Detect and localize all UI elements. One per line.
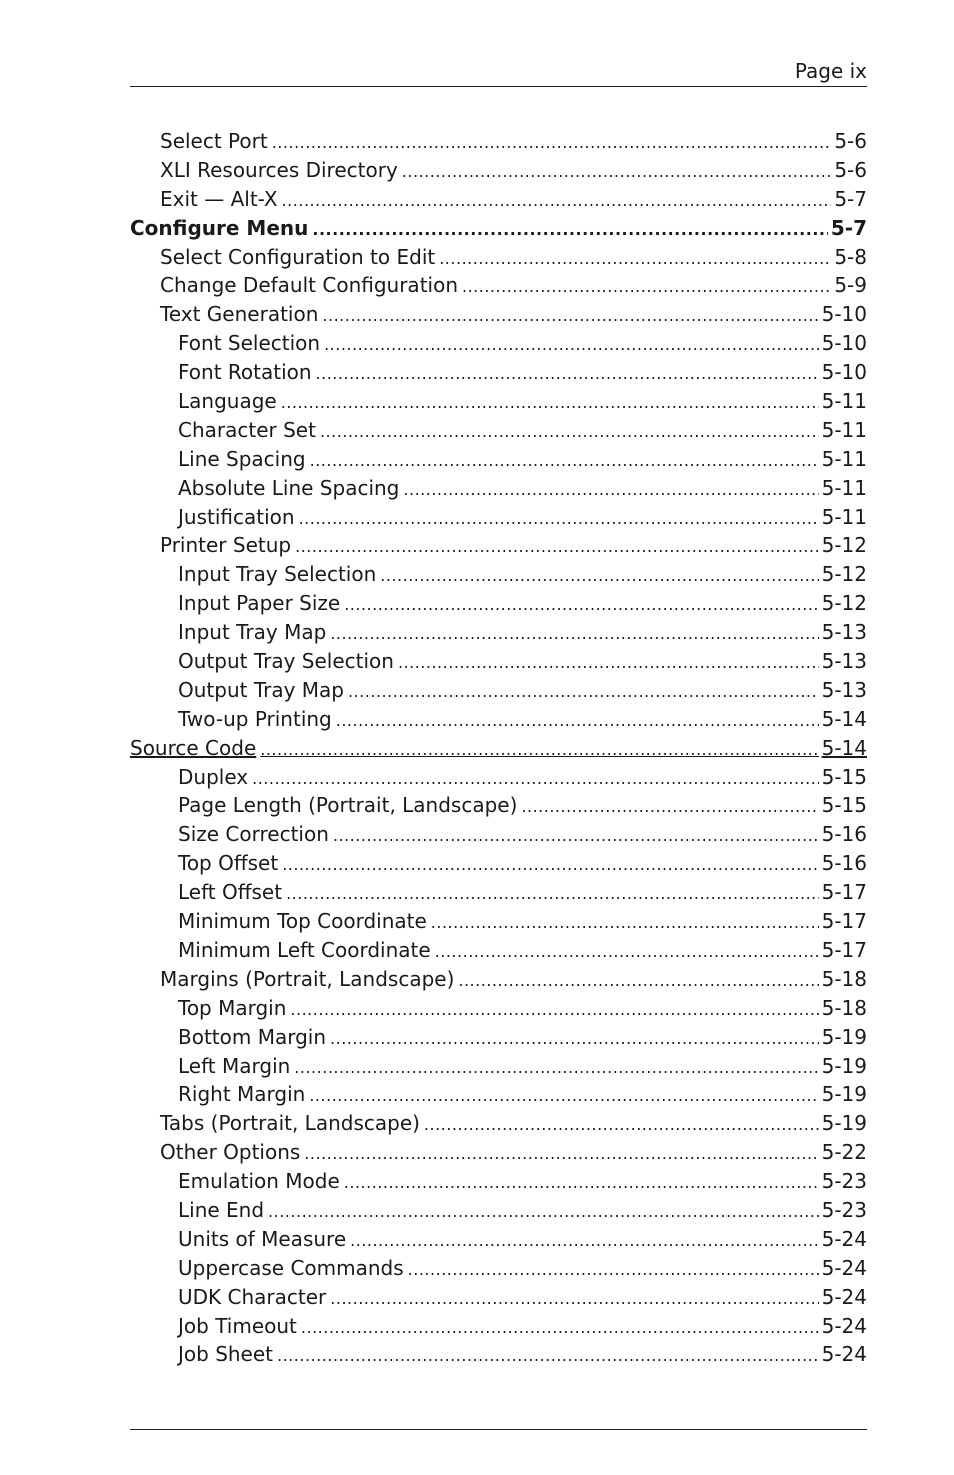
toc-entry[interactable] [130, 503, 867, 532]
toc-entry-title: Minimum Top Coordinate [178, 909, 427, 934]
toc-entry[interactable] [130, 907, 867, 936]
toc-entry-page: 5-11 [821, 446, 867, 471]
toc-entry-page: 5-14 [821, 706, 867, 731]
toc-entry-page: 5-6 [834, 129, 867, 153]
toc-entry[interactable] [130, 965, 867, 994]
dot-leader [348, 678, 819, 705]
toc-entry-title: Input Tray Selection [178, 562, 377, 587]
toc-entry[interactable] [130, 560, 867, 589]
toc-entry-page: 5-19 [821, 1024, 867, 1049]
toc-entry-page: 5-13 [821, 649, 867, 674]
toc-entry-title: XLI Resources Directory [160, 157, 398, 182]
dot-leader [344, 1169, 819, 1196]
toc-entry-title: Left Margin [178, 1053, 291, 1078]
toc-entry-page: 5-12 [821, 533, 867, 558]
toc-entry-page: 5-12 [821, 591, 867, 616]
toc-entry-page: 5-24 [821, 1255, 867, 1280]
toc-entry-title: Left Offset [178, 880, 283, 905]
toc-entry[interactable] [130, 734, 867, 763]
toc-entry-page: 5-9 [834, 273, 867, 298]
toc-entry-title: Top Margin [178, 995, 287, 1020]
toc-entry[interactable] [130, 474, 867, 503]
dot-leader [431, 909, 819, 936]
table-of-contents [130, 127, 867, 1369]
toc-entry-page: 5-6 [834, 157, 867, 182]
dot-leader [333, 822, 819, 849]
dot-leader [458, 967, 818, 994]
toc-entry[interactable] [130, 271, 867, 300]
toc-entry-title: Font Selection [178, 331, 321, 356]
toc-entry[interactable] [130, 936, 867, 965]
toc-entry-page: 5-23 [821, 1169, 867, 1194]
toc-entry[interactable] [130, 358, 867, 387]
dot-leader [344, 591, 818, 618]
toc-entry[interactable] [130, 243, 867, 272]
dot-leader [324, 331, 819, 358]
toc-entry-page: 5-22 [821, 1140, 867, 1165]
toc-entry-title: Printer Setup [160, 533, 292, 558]
toc-entry-title: Language [178, 389, 277, 414]
toc-entry[interactable] [130, 1138, 867, 1167]
dot-leader [336, 707, 819, 734]
toc-entry-title: Job Timeout [178, 1313, 297, 1338]
toc-entry-page: 5-11 [821, 389, 867, 414]
toc-entry-title: Select Configuration to Edit [160, 244, 436, 269]
toc-entry-page: 5-16 [821, 822, 867, 847]
dot-leader [408, 1256, 819, 1283]
toc-entry[interactable] [130, 589, 867, 618]
dot-leader [380, 562, 818, 589]
dot-leader [299, 505, 819, 532]
dot-leader [322, 302, 818, 329]
toc-entry-title: Absolute Line Spacing [178, 475, 400, 500]
toc-entry[interactable] [130, 214, 867, 243]
dot-leader [439, 245, 831, 272]
dot-leader [350, 1227, 818, 1254]
toc-entry-page: 5-19 [821, 1082, 867, 1107]
toc-entry-title: Character Set [178, 417, 316, 442]
toc-entry[interactable] [130, 185, 867, 214]
dot-leader [260, 736, 818, 763]
dot-leader [320, 418, 819, 445]
toc-entry-title: Exit — Alt-X [160, 186, 278, 211]
toc-entry-title: Input Paper Size [178, 591, 341, 616]
toc-entry-page: 5-12 [821, 562, 867, 587]
toc-entry[interactable] [130, 647, 867, 676]
toc-entry-page: 5-13 [821, 620, 867, 645]
toc-entry-title: Line Spacing [178, 446, 306, 471]
toc-entry[interactable] [130, 820, 867, 849]
toc-entry-page: 5-7 [834, 186, 867, 211]
toc-entry-title: Justification [178, 504, 295, 529]
toc-entry[interactable] [130, 849, 867, 878]
toc-entry-title: Bottom Margin [178, 1024, 327, 1049]
toc-entry-page: 5-17 [821, 937, 867, 962]
dot-leader [277, 1342, 819, 1369]
toc-entry-page: 5-10 [821, 360, 867, 385]
dot-leader [282, 851, 818, 878]
toc-entry[interactable] [130, 878, 867, 907]
toc-entry-page: 5-7 [830, 215, 867, 240]
toc-entry-page: 5-16 [821, 851, 867, 876]
dot-leader [521, 793, 818, 820]
dot-leader [281, 389, 819, 416]
toc-entry[interactable] [130, 1283, 867, 1312]
page-number-label: Page ix [794, 59, 867, 83]
toc-entry-page: 5-11 [821, 417, 867, 442]
toc-entry-title: Two-up Printing [178, 706, 332, 731]
dot-leader [286, 880, 819, 907]
toc-entry[interactable] [130, 1080, 867, 1109]
toc-entry-title: Page Length (Portrait, Landscape) [178, 793, 518, 818]
toc-entry[interactable] [130, 531, 867, 560]
toc-entry-page: 5-19 [821, 1053, 867, 1078]
toc-entry-page: 5-14 [821, 735, 867, 760]
toc-entry[interactable] [130, 445, 867, 474]
dot-leader [309, 1082, 818, 1109]
toc-entry-page: 5-23 [821, 1197, 867, 1222]
toc-entry-title: Right Margin [178, 1082, 306, 1107]
dot-leader [316, 360, 819, 387]
toc-entry-title: Font Rotation [178, 360, 312, 385]
footer-rule [130, 1429, 867, 1430]
toc-entry-title: Configure Menu [130, 215, 309, 240]
toc-entry[interactable] [130, 1167, 867, 1196]
toc-entry[interactable] [130, 156, 867, 185]
toc-entry-title: Top Offset [178, 851, 279, 876]
toc-entry[interactable] [130, 1225, 867, 1254]
dot-leader [402, 158, 832, 185]
toc-entry[interactable] [130, 1109, 867, 1138]
dot-leader [330, 1285, 818, 1312]
toc-entry-title: Output Tray Map [178, 677, 344, 702]
toc-entry-title: Output Tray Selection [178, 649, 394, 674]
toc-entry-title: Margins (Portrait, Landscape) [160, 966, 455, 991]
toc-entry-title: Emulation Mode [178, 1169, 340, 1194]
toc-entry-title: Minimum Left Coordinate [178, 937, 431, 962]
dot-leader [294, 1054, 818, 1081]
toc-entry[interactable] [130, 329, 867, 358]
toc-entry-title: UDK Character [178, 1284, 327, 1309]
toc-entry[interactable] [130, 618, 867, 647]
toc-entry-title: Select Port [160, 129, 268, 153]
toc-entry-page: 5-24 [821, 1313, 867, 1338]
header-rule [130, 86, 867, 87]
dot-leader [301, 1314, 819, 1341]
toc-entry-title: Source Code [130, 735, 257, 760]
dot-leader [282, 187, 832, 214]
toc-entry-title: Text Generation [160, 302, 319, 327]
toc-entry-title: Line End [178, 1197, 265, 1222]
toc-entry-page: 5-15 [821, 793, 867, 818]
toc-entry-title: Job Sheet [178, 1342, 274, 1367]
dot-leader [435, 938, 819, 965]
toc-entry-title: Other Options [160, 1140, 301, 1165]
toc-entry-title: Tabs (Portrait, Landscape) [160, 1111, 420, 1136]
dot-leader [272, 129, 832, 156]
toc-entry-page: 5-17 [821, 880, 867, 905]
toc-entry-page: 5-19 [821, 1111, 867, 1136]
toc-entry[interactable] [130, 1052, 867, 1081]
dot-leader [330, 620, 818, 647]
toc-entry[interactable] [130, 1023, 867, 1052]
toc-entry[interactable] [130, 994, 867, 1023]
toc-entry[interactable] [130, 387, 867, 416]
dot-leader [462, 273, 831, 300]
toc-entry[interactable] [130, 1312, 867, 1341]
dot-leader [424, 1111, 819, 1138]
toc-entry-page: 5-8 [834, 244, 867, 269]
toc-entry-page: 5-15 [821, 764, 867, 789]
toc-entry-page: 5-24 [821, 1226, 867, 1251]
dot-leader [295, 533, 819, 560]
toc-entry[interactable] [130, 676, 867, 705]
dot-leader [310, 447, 819, 474]
toc-entry-page: 5-10 [821, 331, 867, 356]
toc-entry-page: 5-10 [821, 302, 867, 327]
toc-entry-title: Units of Measure [178, 1226, 347, 1251]
dot-leader [312, 216, 827, 243]
toc-entry-page: 5-17 [821, 909, 867, 934]
dot-leader [252, 765, 818, 792]
dot-leader [403, 476, 818, 503]
toc-entry[interactable] [130, 1340, 867, 1369]
toc-entry[interactable] [130, 1254, 867, 1283]
toc-entry-page: 5-24 [821, 1284, 867, 1309]
toc-entry[interactable] [130, 1196, 867, 1225]
toc-entry-title: Size Correction [178, 822, 329, 847]
toc-entry-page: 5-24 [821, 1342, 867, 1367]
dot-leader [330, 1025, 819, 1052]
dot-leader [398, 649, 819, 676]
toc-entry[interactable] [130, 416, 867, 445]
dot-leader [268, 1198, 819, 1225]
toc-entry-page: 5-11 [821, 504, 867, 529]
toc-entry-title: Duplex [178, 764, 249, 789]
toc-entry[interactable] [130, 791, 867, 820]
toc-entry[interactable] [130, 705, 867, 734]
toc-entry-title: Uppercase Commands [178, 1255, 404, 1280]
toc-entry-title: Input Tray Map [178, 620, 327, 645]
toc-entry-page: 5-18 [821, 966, 867, 991]
toc-entry[interactable] [130, 127, 867, 156]
page-header [130, 58, 867, 84]
toc-entry[interactable] [130, 763, 867, 792]
toc-entry-page: 5-13 [821, 677, 867, 702]
toc-entry-title: Change Default Configuration [160, 273, 458, 298]
toc-entry-page: 5-18 [821, 995, 867, 1020]
toc-entry[interactable] [130, 300, 867, 329]
dot-leader [304, 1140, 818, 1167]
dot-leader [290, 996, 818, 1023]
toc-entry-page: 5-11 [821, 475, 867, 500]
